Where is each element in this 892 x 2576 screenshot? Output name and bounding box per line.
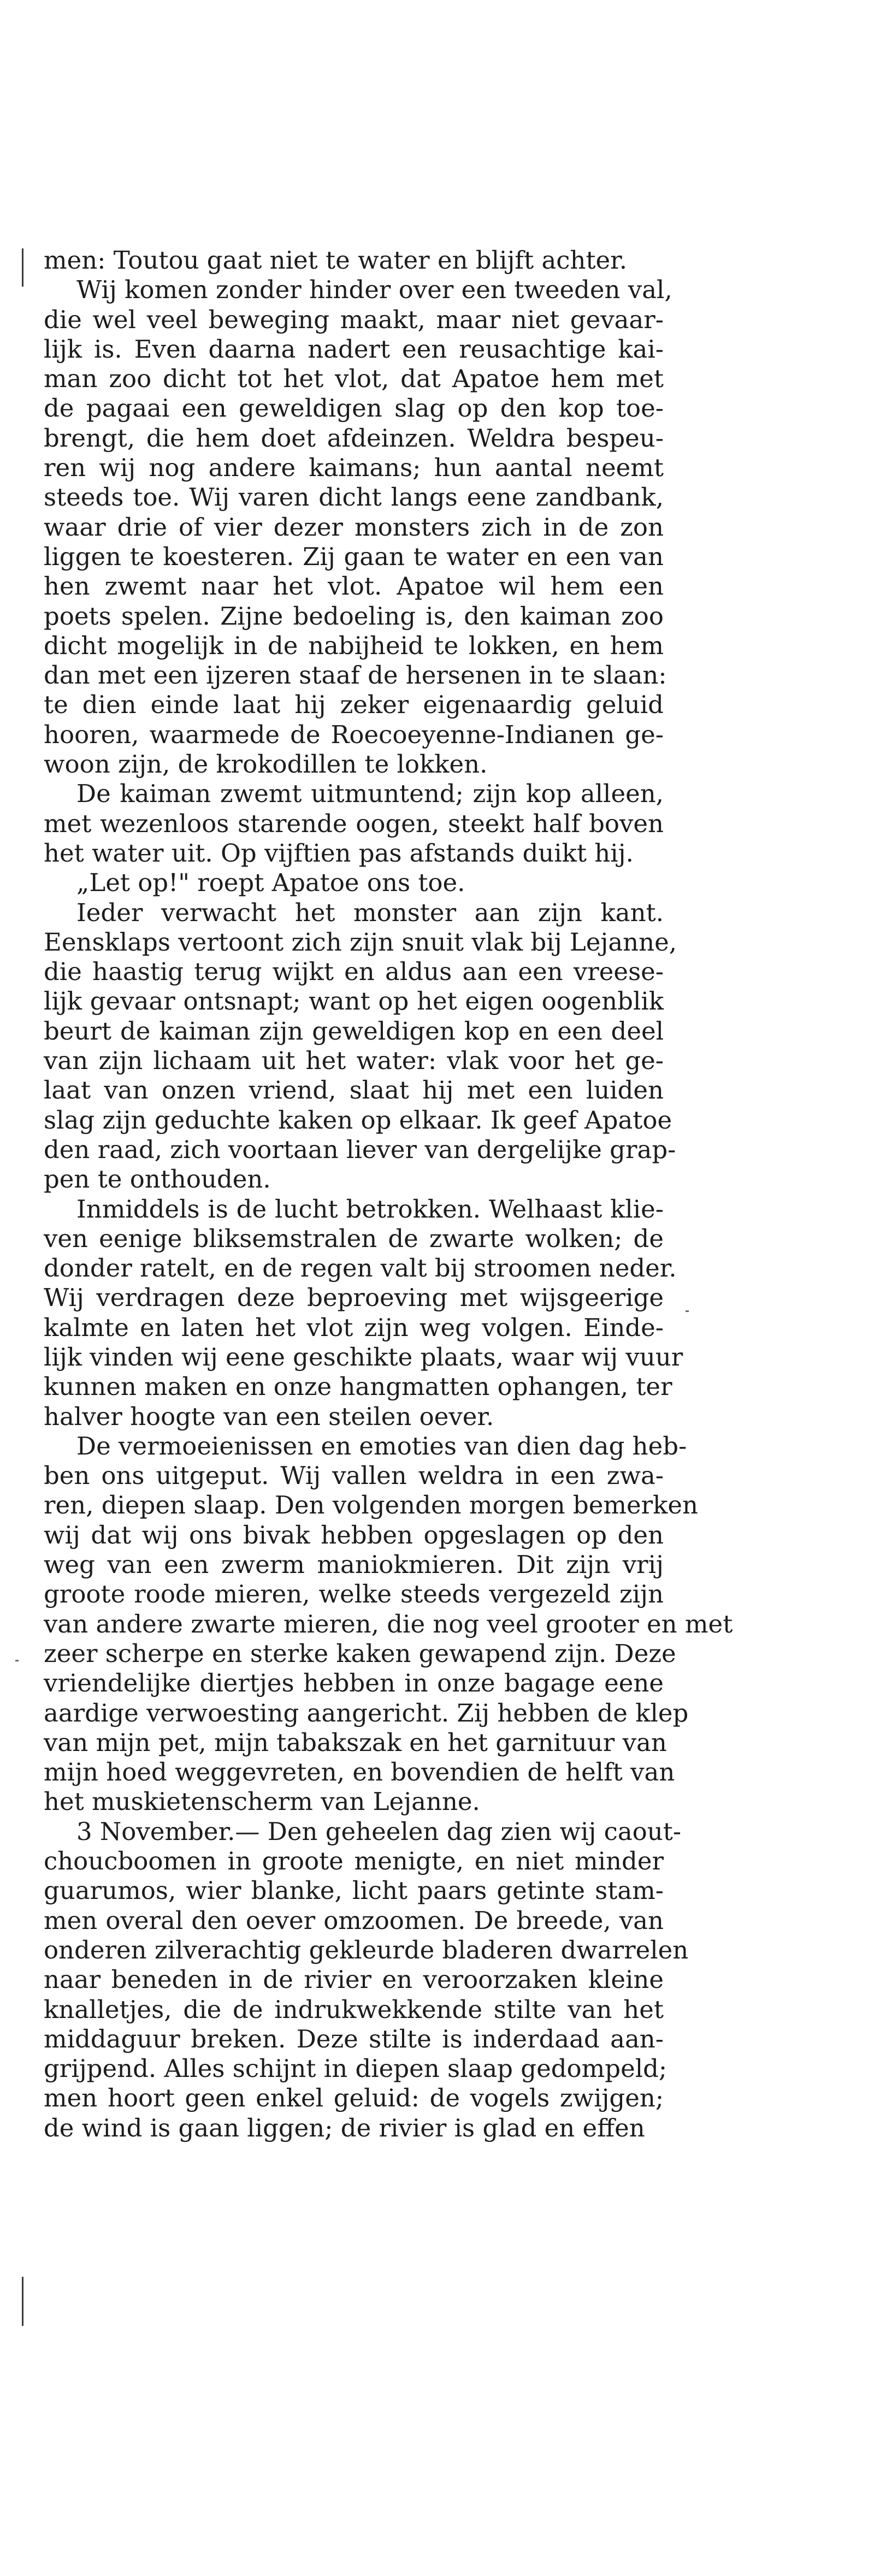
text-line: vriendelijke diertjes hebben in onze bagage eene <box>44 1669 664 1698</box>
text-line: de wind is gaan liggen; de rivier is glad en effen <box>44 2113 645 2142</box>
text-line: het muskietenscherm van Lejanne. <box>44 1787 480 1817</box>
text-line: Wij verdragen deze beproeving met wijsgeerige <box>44 1283 664 1313</box>
text-line: met wezenloos starende oogen, steekt half boven <box>44 809 664 838</box>
text-line: ben ons uitgeput. Wij vallen weldra in een zwa- <box>44 1461 664 1491</box>
text-line: men hoort geen enkel geluid: de vogels zwijgen; <box>44 2084 664 2113</box>
text-line: Eensklaps vertoont zich zijn snuit vlak bij Lejanne, <box>44 927 677 957</box>
text-line: grijpend. Alles schijnt in diepen slaap gedompeld; <box>44 2054 667 2084</box>
text-line: weg van een zwerm maniokmieren. Dit zijn vrij <box>44 1550 664 1580</box>
text-line: choucboomen in groote menigte, en niet minder <box>44 1847 664 1876</box>
margin-speck-right <box>686 1310 689 1312</box>
text-line: slag zijn geduchte kaken op elkaar. Ik geef Apatoe <box>44 1105 672 1135</box>
text-line: knalletjes, die de indrukwekkende stilte van het <box>44 1995 664 2024</box>
text-line: dan met een ijzeren staaf de hersenen in te slaan: <box>44 661 667 690</box>
text-line: „Let op!" roept Apatoe ons toe. <box>76 868 465 898</box>
body-text <box>44 246 733 2143</box>
text-line: pen te onthouden. <box>44 1165 271 1194</box>
text-line: liggen te koesteren. Zij gaan te water en een van <box>44 542 664 571</box>
text-line: Wij komen zonder hinder over een tweeden val, <box>76 275 672 305</box>
text-line: halver hoogte van een steilen oever. <box>44 1402 494 1431</box>
text-line: hen zwemt naar het vlot. Apatoe wil hem een <box>44 572 664 601</box>
text-line: lijk vinden wij eene geschikte plaats, waar wij vuur <box>44 1342 683 1372</box>
paragraph <box>44 779 664 868</box>
margin-speck-left <box>15 1660 19 1661</box>
paragraph <box>44 275 672 779</box>
text-line: Inmiddels is de lucht betrokken. Welhaast klie- <box>76 1194 664 1224</box>
text-line: man zoo dicht tot het vlot, dat Apatoe hem met <box>44 364 664 394</box>
text-line: brengt, die hem doet afdeinzen. Weldra bespeu- <box>44 423 664 453</box>
text-line: beurt de kaiman zijn geweldigen kop en een deel <box>44 1016 664 1046</box>
text-line: Ieder verwacht het monster aan zijn kant. <box>76 898 664 927</box>
margin-mark-top <box>22 248 23 287</box>
text-line: 3 November.— Den geheelen dag zien wij caout- <box>76 1817 682 1846</box>
text-line: groote roode mieren, welke steeds vergezeld zijn <box>44 1580 664 1609</box>
text-line: kunnen maken en onze hangmatten ophangen, ter <box>44 1372 672 1402</box>
text-line: het water uit. Op vijftien pas afstands duikt hij. <box>44 838 634 868</box>
paragraph <box>44 1194 683 1432</box>
text-line: den raad, zich voortaan liever van dergelijke grap- <box>44 1135 676 1164</box>
text-line: poets spelen. Zijne bedoeling is, den kaiman zoo <box>44 601 664 631</box>
text-line: middaguur breken. Deze stilte is inderdaad aan- <box>44 2024 664 2053</box>
text-line: naar beneden in de rivier en veroorzaken kleine <box>44 1965 664 1995</box>
text-line: guarumos, wier blanke, licht paars getinte stam- <box>44 1876 664 1906</box>
text-line: laat van onzen vriend, slaat hij met een luiden <box>44 1076 664 1105</box>
paragraph <box>44 1431 733 1817</box>
text-line: waar drie of vier dezer monsters zich in de zon <box>44 512 664 542</box>
text-line: die wel veel beweging maakt, maar niet gevaar- <box>44 305 664 334</box>
text-line: kalmte en laten het vlot zijn weg volgen. Einde- <box>44 1313 664 1342</box>
text-line: dicht mogelijk in de nabijheid te lokken, en hem <box>44 631 664 660</box>
paragraph <box>44 868 664 898</box>
text-line: wij dat wij ons bivak hebben opgeslagen op den <box>44 1520 664 1550</box>
text-line: van zijn lichaam uit het water: vlak voor het ge- <box>44 1046 664 1076</box>
text-line: ren wij nog andere kaimans; hun aantal neemt <box>44 453 664 483</box>
margin-mark-bottom <box>22 2277 23 2326</box>
text-line: onderen zilverachtig gekleurde bladeren dwarrelen <box>44 1935 689 1964</box>
text-line: donder ratelt, en de regen valt bij stroomen neder. <box>44 1254 677 1283</box>
text-line: steeds toe. Wij varen dicht langs eene zandbank, <box>44 483 664 512</box>
text-line: ven eenige bliksemstralen de zwarte wolken; de <box>44 1224 664 1253</box>
paragraph <box>44 1817 689 2143</box>
text-line: lijk gevaar ontsnapt; want op het eigen oogenblik <box>44 987 664 1016</box>
text-line: zeer scherpe en sterke kaken gewapend zijn. Deze <box>44 1639 676 1668</box>
text-line: de pagaai een geweldigen slag op den kop toe- <box>44 394 664 423</box>
text-line: woon zijn, de krokodillen te lokken. <box>44 750 488 779</box>
text-line: hooren, waarmede de Roecoeyenne-Indianen ge- <box>44 720 664 749</box>
text-line: mijn hoed weggevreten, en bovendien de helft van <box>44 1758 675 1787</box>
text-line: men: Toutou gaat niet te water en blijft achter. <box>44 246 628 275</box>
text-line: men overal den oever omzoomen. De breede, van <box>44 1906 664 1935</box>
text-line: van andere zwarte mieren, die nog veel grooter en met <box>44 1609 733 1639</box>
paragraph <box>44 898 677 1195</box>
text-line: De kaiman zwemt uitmuntend; zijn kop alleen, <box>76 779 664 809</box>
text-line: ren, diepen slaap. Den volgenden morgen bemerken <box>44 1491 699 1520</box>
text-line: die haastig terug wijkt en aldus aan een vreese- <box>44 957 664 987</box>
text-line: aardige verwoesting aangericht. Zij hebben de klep <box>44 1698 689 1728</box>
text-line: lijk is. Even daarna nadert een reusachtige kai- <box>44 334 664 364</box>
text-line: van mijn pet, mijn tabakszak en het garnituur van <box>44 1728 667 1757</box>
text-line: te dien einde laat hij zeker eigenaardig geluid <box>44 690 664 720</box>
text-line: De vermoeienissen en emoties van dien dag heb- <box>76 1431 687 1461</box>
paragraph <box>44 246 664 275</box>
